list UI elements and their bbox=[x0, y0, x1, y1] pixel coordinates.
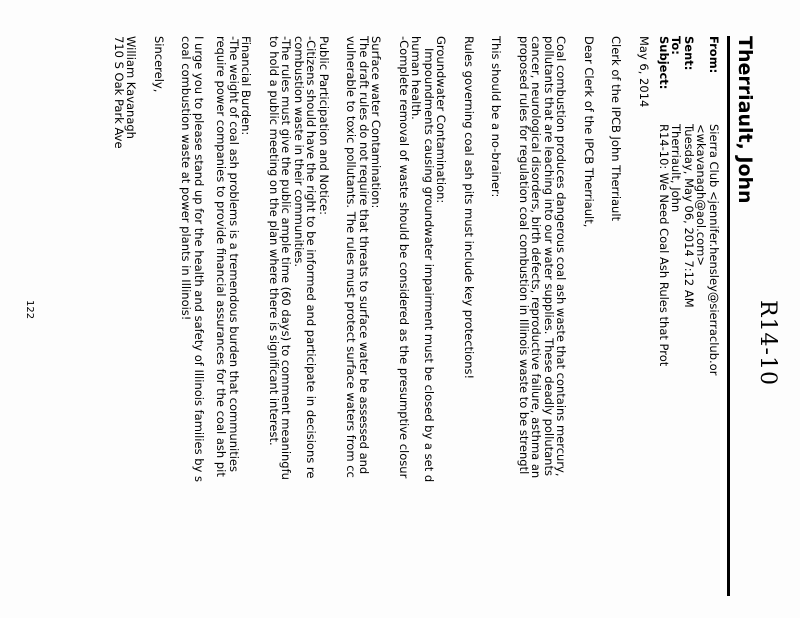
letter-date: May 6, 2014 bbox=[637, 36, 651, 108]
meta-to bbox=[670, 36, 683, 606]
public-heading: Public Participation and Notice: bbox=[317, 36, 331, 216]
salutation: Dear Clerk of the IPCB Therriault, bbox=[582, 36, 596, 228]
meta-label: To: bbox=[669, 36, 684, 55]
header-divider bbox=[727, 36, 730, 596]
surface-water-heading: Surface water Contamination: bbox=[369, 36, 384, 209]
meta-from bbox=[708, 36, 721, 606]
signer-address: 710 S Oak Park Ave bbox=[112, 36, 126, 149]
meta-label: Subject: bbox=[657, 36, 671, 90]
meta-value: Tuesday, May 06, 2014 7:12 AM bbox=[682, 124, 696, 308]
meta-value: <wkavanagh@aol.com> bbox=[694, 124, 709, 266]
meta-label: Sent: bbox=[682, 36, 696, 71]
meta-label: From: bbox=[707, 36, 721, 74]
groundwater-heading: Groundwater Contamination: bbox=[434, 36, 449, 204]
surface-water-line: The draft rules do not require that threats to surface water be assessed and bbox=[357, 36, 371, 475]
public-line: -The rules must give the public ample time (60 days) to comment meaningfu bbox=[279, 36, 294, 480]
docket-id: R14-10 bbox=[755, 300, 780, 386]
intro-line: pollutants that are leaching into our water supplies. These deadly pollutants bbox=[542, 36, 556, 476]
signoff: Sincerely, bbox=[152, 36, 166, 93]
no-brainer-line: This should be a no-brainer: bbox=[489, 36, 504, 198]
surface-water-line: vulnerable to toxic pollutants. The rules must protect surface waters from cc bbox=[344, 36, 359, 478]
financial-line: require power companies to provide financial assurances for the coal ash pit bbox=[214, 36, 229, 477]
intro-line: Coal combustion produces dangerous coal ash waste that contains mercury, bbox=[554, 36, 569, 477]
financial-heading: Financial Burden: bbox=[239, 36, 254, 136]
closing-line: coal combustion waste at power plants in Illinois! bbox=[179, 36, 194, 321]
letter-body bbox=[113, 36, 651, 606]
intro-line: cancer, neurological disorders, birth defects, reproductive failure, asthma an bbox=[529, 36, 544, 479]
public-line: -Citizens should have the right to be informed and participate in decisions re bbox=[304, 36, 319, 479]
signer-name: William Kavanagh bbox=[124, 36, 139, 139]
public-line: combustion waste in their communities. bbox=[292, 36, 306, 268]
groundwater-line: -Complete removal of waste should be considered as the presumptive closur bbox=[397, 36, 411, 479]
recipient-line: Clerk of the IPCB John Therriault bbox=[609, 36, 624, 222]
financial-line: -The weight of coal ash problems is a tremendous burden that communities bbox=[227, 36, 241, 472]
meta-value: Sierra Club <jennifer.hensley@sierraclub.or bbox=[707, 124, 721, 376]
meta-subject bbox=[658, 36, 671, 606]
closing-line: I urge you to please stand up for the health and safety of Illinois families by s bbox=[192, 36, 206, 482]
groundwater-line: human health. bbox=[409, 36, 424, 120]
intro-line: proposed rules for regulation coal combustion in Illinois waste to be strengtl bbox=[517, 36, 531, 475]
public-line: to hold a public meeting on the plan where there is significant interest. bbox=[267, 36, 281, 446]
meta-label bbox=[695, 36, 708, 124]
meta-value: Therriault, John bbox=[669, 124, 684, 213]
email-meta bbox=[658, 36, 721, 606]
meta-from-cont bbox=[695, 36, 708, 606]
rules-intro: Rules governing coal ash pits must include key protections! bbox=[462, 36, 476, 380]
meta-sent bbox=[683, 36, 696, 606]
meta-value: R14-10: We Need Coal Ash Rules that Prot bbox=[657, 124, 671, 367]
page-number: 122 bbox=[24, 300, 35, 320]
groundwater-line: Impoundments causing groundwater impairment must be closed by a set d bbox=[422, 48, 436, 483]
sender-name: Therriault, John bbox=[734, 36, 756, 204]
